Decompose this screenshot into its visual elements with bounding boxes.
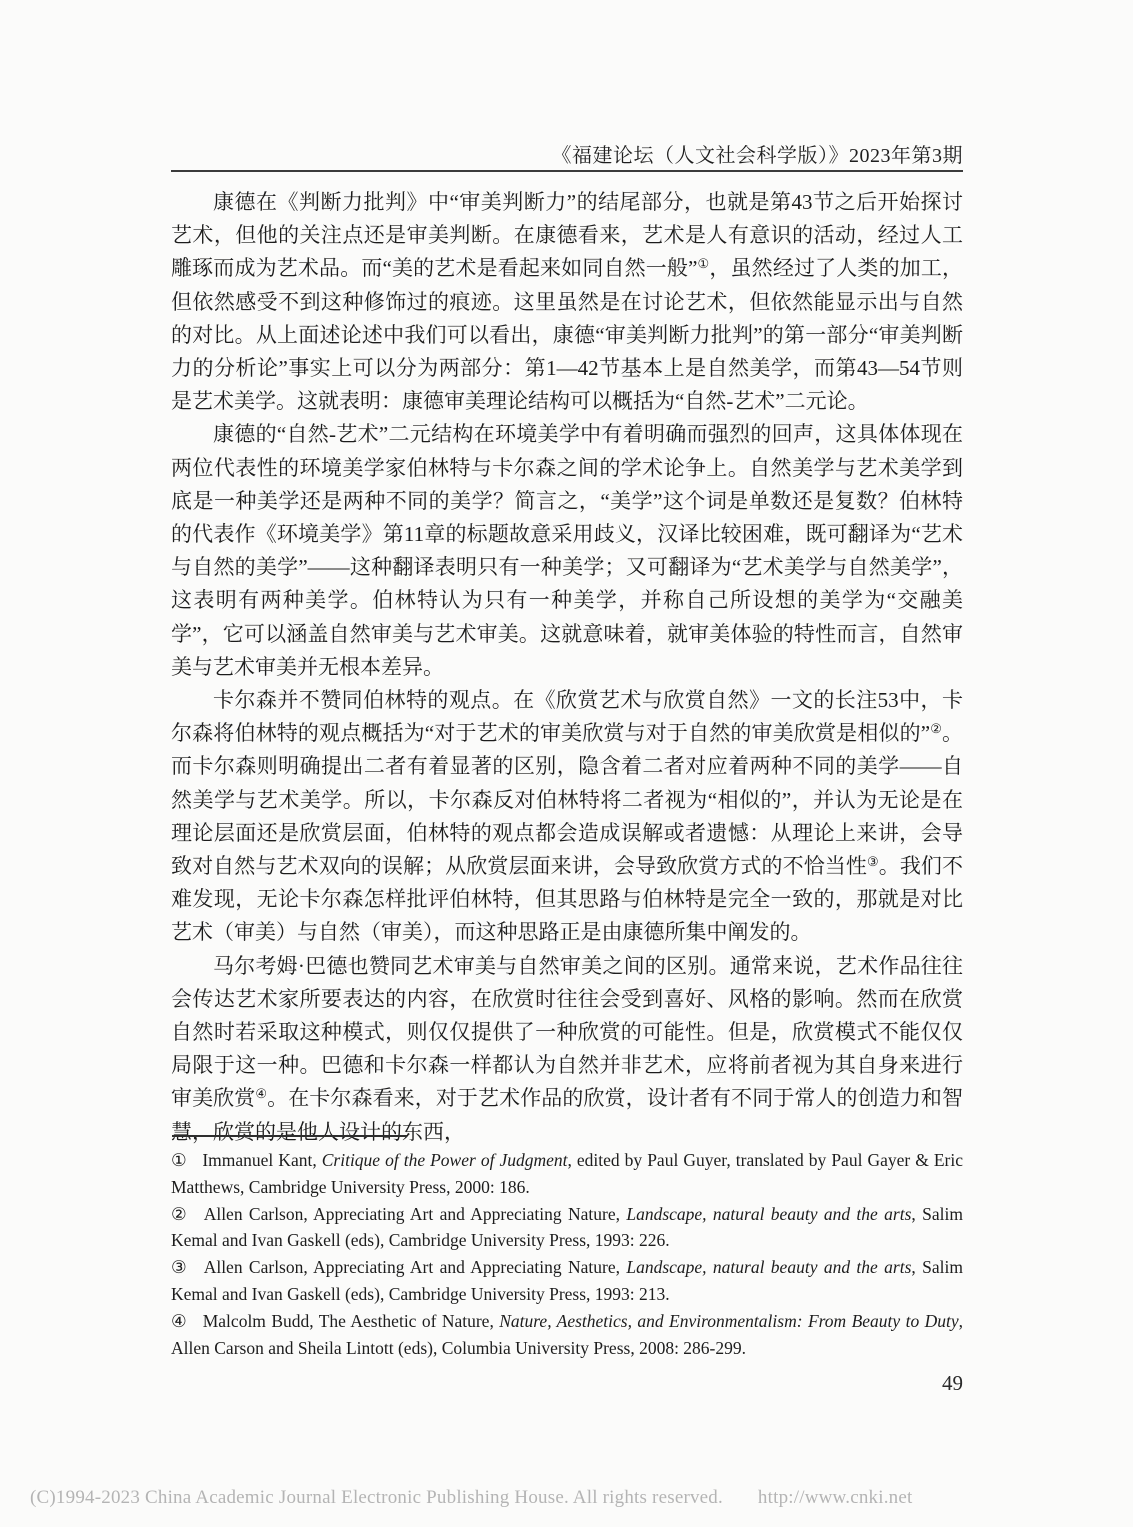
footnote-item: ② Allen Carlson, Appreciating Art and Appreciating Nature, Landscape, natural beauty and the arts, Salim Kemal and Ivan Gaskell (eds), Cambridge University Press, 1993: 226.: [171, 1203, 963, 1251]
body-paragraph: 马尔考姆·巴德也赞同艺术审美与自然审美之间的区别。通常来说，艺术作品往往会传达艺术家所要表达的内容，在欣赏时往往会受到喜好、风格的影响。然而在欣赏自然时若采取这种模式，则仅仅提供了一种欣赏的可能性。但是，欣赏模式不能仅仅局限于这一种。巴德和卡尔森一样都认为自然并非艺术，应将前者视为其自身来进行审美欣赏④。在卡尔森看来，对于艺术作品的欣赏，设计者有不同于常人的创造力和智慧，欣赏的是他人设计的东西，: [171, 953, 964, 1144]
footnote-marker: ②: [171, 1203, 189, 1224]
header-rule: [171, 170, 963, 172]
footnote-item: ③ Allen Carlson, Appreciating Art and Appreciating Nature, Landscape, natural beauty and the arts, Salim Kemal and Ivan Gaskell (eds), Cambridge University Press, 1993: 213.: [171, 1257, 963, 1304]
body-paragraph: 康德在《判断力批判》中“审美判断力”的结尾部分，也就是第43节之后开始探讨艺术，但他的关注点还是审美判断。在康德看来，艺术是人有意识的活动，经过人工雕琢而成为艺术品。而“美的艺术是看起来如同自然一般”①，虽然经过了人类的加工，但依然感受不到这种修饰过的痕迹。这里虽然是在讨论艺术，但依然能显示出与自然的对比。从上面述论述中我们可以看出，康德“审美判断力批判”的第一部分“审美判断力的分析论”事实上可以分为两部分：第1—42节基本上是自然美学，而第43—54节则是艺术美学。这就表明：康德审美理论结构可以概括为“自然-艺术”二元论。: [171, 190, 964, 414]
footnotes-list: [171, 1147, 963, 1361]
body-paragraph: 卡尔森并不赞同伯林特的观点。在《欣赏艺术与欣赏自然》一文的长注53中，卡尔森将伯林特的观点概括为“对于艺术的审美欣赏与对于自然的审美欣赏是相似的”②。而卡尔森则明确提出二者有着显著的区别，隐含着二者对应着两种不同的美学——自然美学与艺术美学。所以，卡尔森反对伯林特将二者视为“相似的”，并认为无论是在理论层面还是欣赏层面，伯林特的观点都会造成误解或者遗憾：从理论上来讲，会导致对自然与艺术双向的误解；从欣赏层面来讲，会导致欣赏方式的不恰当性③。我们不难发现，无论卡尔森怎样批评伯林特，但其思路与伯林特是完全一致的，那就是对比艺术（审美）与自然（审美），而这种思路正是由康德所集中阐发的。: [171, 688, 964, 945]
footnote-ref: ③: [866, 854, 879, 870]
footnote-ref: ①: [697, 256, 710, 272]
journal-header: 《福建论坛（人文社会科学版）》2023年第3期: [551, 145, 963, 167]
copyright-text: (C)1994-2023 China Academic Journal Electronic Publishing House. All rights reserved.: [30, 1487, 723, 1508]
footnote-item: ① Immanuel Kant, Critique of the Power of Judgment, edited by Paul Guyer, translated by Paul Gayer & Eric Matthews, Cambridge University Press, 2000: 186.: [171, 1150, 963, 1197]
footnote-ref: ②: [930, 721, 943, 737]
article-body: [171, 186, 963, 1149]
footnote-marker: ③: [171, 1257, 189, 1278]
body-paragraph: 康德的“自然-艺术”二元结构在环境美学中有着明确而强烈的回声，这具体体现在两位代表性的环境美学家伯林特与卡尔森之间的学术论争上。自然美学与艺术美学到底是一种美学还是两种不同的美学？简言之，“美学”这个词是单数还是复数？伯林特的代表作《环境美学》第11章的标题故意采用歧义，汉译比较困难，既可翻译为“艺术与自然的美学”——这种翻译表明只有一种美学；又可翻译为“艺术美学与自然美学”，这表明有两种美学。伯林特认为只有一种美学，并称自己所设想的美学为“交融美学”，它可以涵盖自然审美与艺术审美。这就意味着，就审美体验的特性而言，自然审美与艺术审美并无根本差异。: [171, 422, 963, 679]
cnki-url: http://www.cnki.net: [757, 1487, 913, 1508]
footnote-item: ④ Malcolm Budd, The Aesthetic of Nature, Nature, Aesthetics, and Environmentalism: From Beauty to Duty, Allen Carson and Sheila Lintott (eds), Columbia University Press, 2008: 286-299.: [171, 1310, 963, 1358]
footnote-separator: [172, 1135, 407, 1137]
page-number: 49: [942, 1371, 963, 1395]
footnote-marker: ④: [171, 1310, 188, 1331]
footnote-marker: ①: [171, 1150, 188, 1170]
footnote-ref: ④: [255, 1086, 268, 1102]
page-footer: [30, 1487, 1110, 1509]
